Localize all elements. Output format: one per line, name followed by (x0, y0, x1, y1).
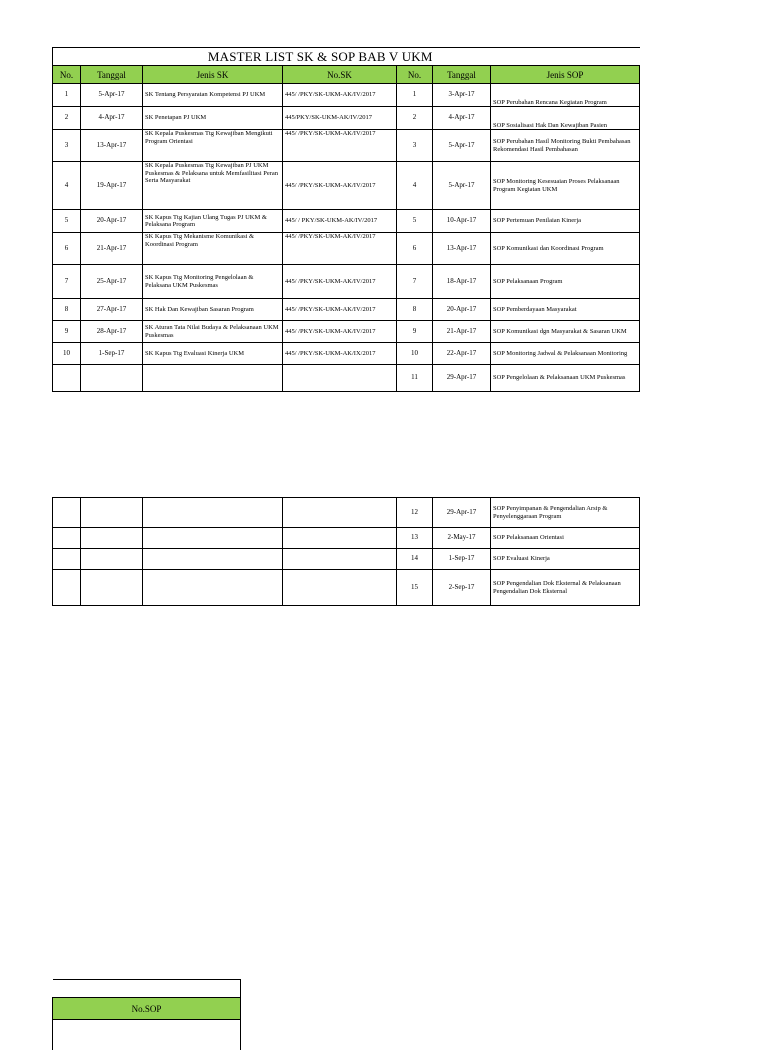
cell-no-sop: 12 (397, 498, 433, 528)
cell-tanggal: 4-Apr-17 (81, 107, 143, 130)
cell-no-sk: 445/PKY/SK-UKM-AK/IV/2017 (283, 107, 397, 130)
cell-tanggal: 20-Apr-17 (81, 210, 143, 233)
table-row (53, 299, 640, 321)
table-row (53, 210, 640, 233)
cell-tanggal-sop: 3-Apr-17 (433, 84, 491, 107)
col-header-no: No. (53, 66, 81, 84)
cell-no: 9 (53, 321, 81, 343)
cell-no-sop: 10 (397, 343, 433, 365)
cell-jenis-sop: SOP Sosialisasi Hak Dan Kewajiban Pasien (491, 107, 640, 130)
col-header-no-sk: No.SK (283, 66, 397, 84)
cell-tanggal-sop: 5-Apr-17 (433, 162, 491, 210)
cell-jenis-sk (143, 498, 283, 528)
cell-no-sk: 445/ /PKY/SK-UKM-AK/IV/2017 (283, 299, 397, 321)
cell-tanggal-sop: 29-Apr-17 (433, 498, 491, 528)
cell-tanggal (81, 365, 143, 392)
cell-jenis-sk: SK Kepala Puskesmas Ttg Kewajiban Mengikuti Program Orientasi (143, 130, 283, 162)
cell-tanggal-sop: 18-Apr-17 (433, 265, 491, 299)
cell-no-sop: 13 (397, 528, 433, 549)
cell-tanggal-sop: 2-Sep-17 (433, 570, 491, 606)
cell-jenis-sop: SOP Penyimpanan & Pengendalian Arsip & Penyelenggaraan Program (491, 498, 640, 528)
cell-no-sop: 2 (397, 107, 433, 130)
cell-tanggal (81, 549, 143, 570)
cell-tanggal: 21-Apr-17 (81, 233, 143, 265)
cell-no-sk (283, 365, 397, 392)
cell-no-sk: 445/ /PKY/SK-UKM-AK/IV/2017 (283, 265, 397, 299)
cell-no-sop: 1 (397, 84, 433, 107)
continuation-table (52, 497, 640, 606)
cell-jenis-sk (143, 365, 283, 392)
table-row (53, 365, 640, 392)
cell-no: 10 (53, 343, 81, 365)
cell-jenis-sk: SK Kapus Ttg Evaluasi Kinerja UKM (143, 343, 283, 365)
cell-no-sop: 6 (397, 233, 433, 265)
cell-tanggal: 13-Apr-17 (81, 130, 143, 162)
no-sop-table (52, 979, 241, 1050)
cell-jenis-sk: SK Kapus Ttg Monitoring Pengelolaan & Pelaksana UKM Puskesmas (143, 265, 283, 299)
table-row (53, 84, 640, 107)
cell-tanggal-sop: 5-Apr-17 (433, 130, 491, 162)
cell-tanggal-sop: 21-Apr-17 (433, 321, 491, 343)
cell-jenis-sk (143, 549, 283, 570)
cell-tanggal (81, 528, 143, 549)
cell-no-sk: 445/ /PKY/SK-UKM-AK/IX/2017 (283, 343, 397, 365)
cell-tanggal-sop: 4-Apr-17 (433, 107, 491, 130)
cell-jenis-sop: SOP Pengelolaan & Pelaksanaan UKM Puskesmas (491, 365, 640, 392)
cell-no: 4 (53, 162, 81, 210)
cell-no-sk (283, 549, 397, 570)
cell-jenis-sk: SK Tentang Persyaratan Kompetensi PJ UKM (143, 84, 283, 107)
cell-no (53, 549, 81, 570)
cell-tanggal: 19-Apr-17 (81, 162, 143, 210)
cell-tanggal: 27-Apr-17 (81, 299, 143, 321)
header-row (53, 66, 640, 84)
cell-no: 6 (53, 233, 81, 265)
cell-no (53, 528, 81, 549)
table-row (53, 343, 640, 365)
col-header-tanggal-sop: Tanggal (433, 66, 491, 84)
cell-jenis-sk: SK Aturan Tata Nilai Budaya & Pelaksanaan UKM Puskesmas (143, 321, 283, 343)
table-row (53, 498, 640, 528)
cell-tanggal-sop: 1-Sep-17 (433, 549, 491, 570)
cell-no-sk: 445/ /PKY/SK-UKM-AK/IV/2017 (283, 84, 397, 107)
cell-jenis-sk (143, 570, 283, 606)
cell-jenis-sk: SK Kapus Ttg Mekanisme Komunikasi & Koordinasi Program (143, 233, 283, 265)
table-row (53, 265, 640, 299)
cell-jenis-sop: SOP Perubahan Rencana Kegiatan Program (491, 84, 640, 107)
cell-jenis-sop: SOP Pemberdayaan Masyarakat (491, 299, 640, 321)
table-row (53, 107, 640, 130)
cell-tanggal-sop: 22-Apr-17 (433, 343, 491, 365)
cell-tanggal (81, 498, 143, 528)
col-header-tanggal: Tanggal (81, 66, 143, 84)
cell-jenis-sop: SOP Perubahan Hasil Monitoring Bukti Pembahasan Rekomendasi Hasil Pembahasan (491, 130, 640, 162)
cell-no-sop: 5 (397, 210, 433, 233)
col-header-jenis-sk: Jenis SK (143, 66, 283, 84)
table-row (53, 528, 640, 549)
cell-no-sop: 7 (397, 265, 433, 299)
table-row (53, 549, 640, 570)
cell-tanggal (81, 570, 143, 606)
cell-no (53, 570, 81, 606)
cell-jenis-sop: SOP Monitoring Jadwal & Pelaksanaan Monitoring (491, 343, 640, 365)
table-row (53, 130, 640, 162)
cell-no: 3 (53, 130, 81, 162)
table-row (53, 233, 640, 265)
cell-jenis-sop: SOP Pengendalian Dok Eksternal & Pelaksanaan Pengendalian Dok Eksternal (491, 570, 640, 606)
cell-jenis-sop: SOP Komunikasi dgn Masyarakat & Sasaran UKM (491, 321, 640, 343)
cell-no: 8 (53, 299, 81, 321)
cell-tanggal-sop: 2-May-17 (433, 528, 491, 549)
cell-jenis-sop: SOP Pelaksanaan Orientasi (491, 528, 640, 549)
cell-no-sk (283, 528, 397, 549)
cell-no (53, 365, 81, 392)
cell-tanggal-sop: 29-Apr-17 (433, 365, 491, 392)
blank-cell (53, 1020, 241, 1050)
no-sop-header: No.SOP (53, 998, 241, 1020)
cell-no-sk (283, 570, 397, 606)
cell-no-sop: 14 (397, 549, 433, 570)
cell-jenis-sk: SK Kepala Puskesmas Ttg Kewajiban PJ UKM Puskesmas & Pelaksana untuk Memfasilitasi Peran Serta Masyarakat (143, 162, 283, 210)
table-title: MASTER LIST SK & SOP BAB V UKM (53, 48, 640, 66)
cell-tanggal: 5-Apr-17 (81, 84, 143, 107)
cell-no-sk: 445/ /PKY/SK-UKM-AK/IV/2017 (283, 233, 397, 265)
cell-no-sk (283, 498, 397, 528)
cell-no-sop: 11 (397, 365, 433, 392)
blank-cell (53, 980, 241, 998)
master-list-table (52, 47, 640, 392)
table-row (53, 570, 640, 606)
cell-no-sop: 4 (397, 162, 433, 210)
cell-no-sop: 9 (397, 321, 433, 343)
cell-no: 7 (53, 265, 81, 299)
cell-jenis-sop: SOP Monitoring Kesesuaian Proses Pelaksanaan Program Kegiatan UKM (491, 162, 640, 210)
cell-no: 1 (53, 84, 81, 107)
cell-no: 2 (53, 107, 81, 130)
cell-no (53, 498, 81, 528)
cell-no-sop: 15 (397, 570, 433, 606)
cell-jenis-sop: SOP Pertemuan Penilaian Kinerja (491, 210, 640, 233)
cell-tanggal: 25-Apr-17 (81, 265, 143, 299)
cell-no-sk: 445/ /PKY/SK-UKM-AK/IV/2017 (283, 130, 397, 162)
cell-tanggal: 28-Apr-17 (81, 321, 143, 343)
cell-jenis-sop: SOP Pelaksanaan Program (491, 265, 640, 299)
cell-tanggal-sop: 10-Apr-17 (433, 210, 491, 233)
cell-jenis-sop: SOP Evaluasi Kinerja (491, 549, 640, 570)
cell-tanggal: 1-Sep-17 (81, 343, 143, 365)
cell-no-sk: 445/ /PKY/SK-UKM-AK/IV/2017 (283, 162, 397, 210)
cell-no-sop: 3 (397, 130, 433, 162)
cell-jenis-sk: SK Penetapan PJ UKM (143, 107, 283, 130)
col-header-no-sop: No. (397, 66, 433, 84)
cell-jenis-sk (143, 528, 283, 549)
col-header-jenis-sop: Jenis SOP (491, 66, 640, 84)
cell-no: 5 (53, 210, 81, 233)
cell-tanggal-sop: 20-Apr-17 (433, 299, 491, 321)
table-row (53, 162, 640, 210)
cell-no-sk: 445/ / PKY/SK-UKM-AK/IV/2017 (283, 210, 397, 233)
table-row (53, 321, 640, 343)
cell-no-sop: 8 (397, 299, 433, 321)
cell-jenis-sk: SK Kapus Ttg Kajian Ulang Tugas PJ UKM & Pelaksana Program (143, 210, 283, 233)
cell-jenis-sop: SOP Komunikasi dan Koordinasi Program (491, 233, 640, 265)
cell-no-sk: 445/ /PKY/SK-UKM-AK/IV/2017 (283, 321, 397, 343)
cell-tanggal-sop: 13-Apr-17 (433, 233, 491, 265)
cell-jenis-sk: SK Hak Dan Kewajiban Sasaran Program (143, 299, 283, 321)
